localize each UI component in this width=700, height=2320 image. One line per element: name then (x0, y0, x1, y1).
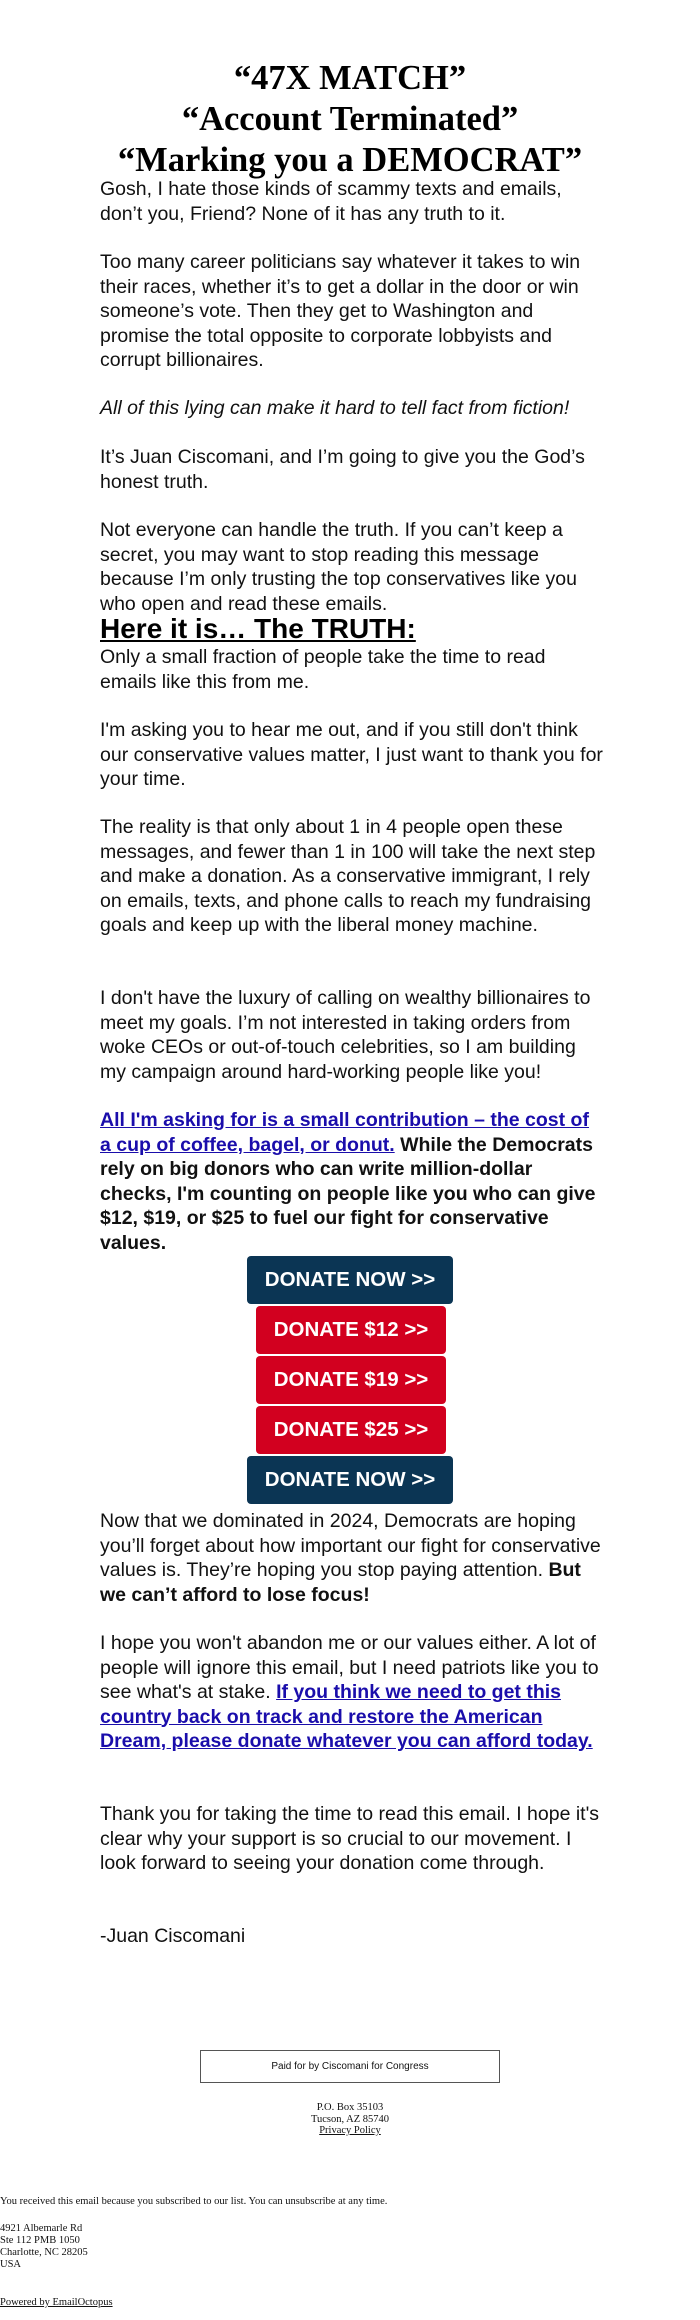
paragraph-dominated-2024 (100, 1509, 605, 1607)
footer-address (0, 2223, 88, 2271)
lose-focus-bold-text: But we can’t afford to lose focus! (100, 1559, 581, 1606)
signoff: -Juan Ciscomani (100, 1925, 246, 1947)
paragraph-no-billionaires: I don't have the luxury of calling on wealthy billionaires to meet my goals. I’m not interested in taking orders from woke CEOs or out-of-touch celebrities, so I am building my campaign around hard-working people like you! (100, 987, 591, 1083)
privacy-policy-link[interactable]: Privacy Policy (319, 2125, 381, 2136)
paid-for-box: Paid for by Ciscomani for Congress (200, 2050, 500, 2083)
headline (0, 58, 700, 181)
headline-line-3: “Marking you a DEMOCRAT” (117, 141, 583, 179)
footer-address-line-2: Ste 112 PMB 1050 (0, 2235, 80, 2246)
footer-address-line-1: 4921 Albemarle Rd (0, 2223, 83, 2234)
lying-italic-text: All of this lying can make it hard to tell fact from fiction! (100, 397, 570, 419)
paragraph-intro: Gosh, I hate those kinds of scammy texts and emails, don’t you, Friend? None of it has any truth to it. (100, 178, 562, 225)
footer-address-line-4: USA (0, 2259, 22, 2270)
abandon-text: I hope you won't abandon me or our values either. A lot of people will ignore this email, but I need patriots like you to see what's at stake. (100, 1632, 599, 1703)
truth-subheading: Here it is… The TRUTH: (100, 613, 416, 644)
paragraph-reality: The reality is that only about 1 in 4 people open these messages, and fewer than 1 in 100 will take the next step and make a donation. As a conservative immigrant, I rely on emails, texts, and phone calls to reach my fundraising goals and keep up with the liberal money machine. (100, 816, 596, 936)
footer-notice: You received this email because you subscribed to our list. You can unsubscribe at any time. (0, 2196, 388, 2207)
paragraph-small-contribution (100, 1108, 605, 1255)
restore-american-dream-link[interactable]: If you think we need to get this country back on track and restore the American Dream, please donate whatever you can afford today. (100, 1681, 593, 1752)
donate-25-button[interactable]: DONATE $25 >> (256, 1406, 446, 1454)
po-address-block (0, 2102, 700, 2137)
footer-address-line-3: Charlotte, NC 28205 (0, 2247, 88, 2258)
paragraph-thank-you: Thank you for taking the time to read this email. I hope it's clear why your support is so crucial to our movement. I look forward to seeing your donation come through. (100, 1803, 600, 1874)
paragraph-dont-abandon (100, 1631, 605, 1754)
dominated-text: Now that we dominated in 2024, Democrats are hoping you’ll forget about how important our fight for conservative values is. They’re hoping you stop paying attention. (100, 1510, 601, 1581)
powered-by (0, 2297, 113, 2309)
paragraph-politicians: Too many career politicians say whatever it takes to win their races, whether it’s to get a dollar in the door or win someone’s vote. Then they get to Washington and promise the total opposite to corporate lobbyists and corrupt billionaires. (100, 251, 581, 371)
paragraph-secret: Not everyone can handle the truth. If you can’t keep a secret, you may want to stop reading this message because I’m only trusting the top conservatives like you who open and read these emails. (100, 519, 577, 615)
city-line: Tucson, AZ 85740 (310, 2113, 390, 2125)
powered-by-emailoctopus-link[interactable]: Powered by EmailOctopus (0, 2297, 113, 2308)
big-donors-bold-text: While the Democrats rely on big donors who can write million-dollar checks, I'm counting on people like you who can give $12, $19, or $25 to fuel our fight for conservative values. (100, 1133, 596, 1254)
paragraph-lying (100, 396, 605, 421)
headline-line-1: “47X MATCH” (233, 59, 467, 97)
small-contribution-link[interactable]: All I'm asking for is a small contribution – the cost of a cup of coffee, bagel, or donut. (100, 1109, 589, 1156)
donate-now-button-top[interactable]: DONATE NOW >> (247, 1256, 453, 1304)
headline-line-2: “Account Terminated” (181, 100, 519, 138)
po-box-line: P.O. Box 35103 (316, 2102, 384, 2113)
paragraph-small-fraction: Only a small fraction of people take the time to read emails like this from me. (100, 646, 546, 693)
donate-12-button[interactable]: DONATE $12 >> (256, 1306, 446, 1354)
donate-now-button-bottom[interactable]: DONATE NOW >> (247, 1456, 453, 1504)
donate-19-button[interactable]: DONATE $19 >> (256, 1356, 446, 1404)
paragraph-hear-me-out: I'm asking you to hear me out, and if you still don't think our conservative values matter, I just want to thank you for your time. (100, 719, 603, 790)
paragraph-identity: It’s Juan Ciscomani, and I’m going to give you the God’s honest truth. (100, 446, 585, 493)
